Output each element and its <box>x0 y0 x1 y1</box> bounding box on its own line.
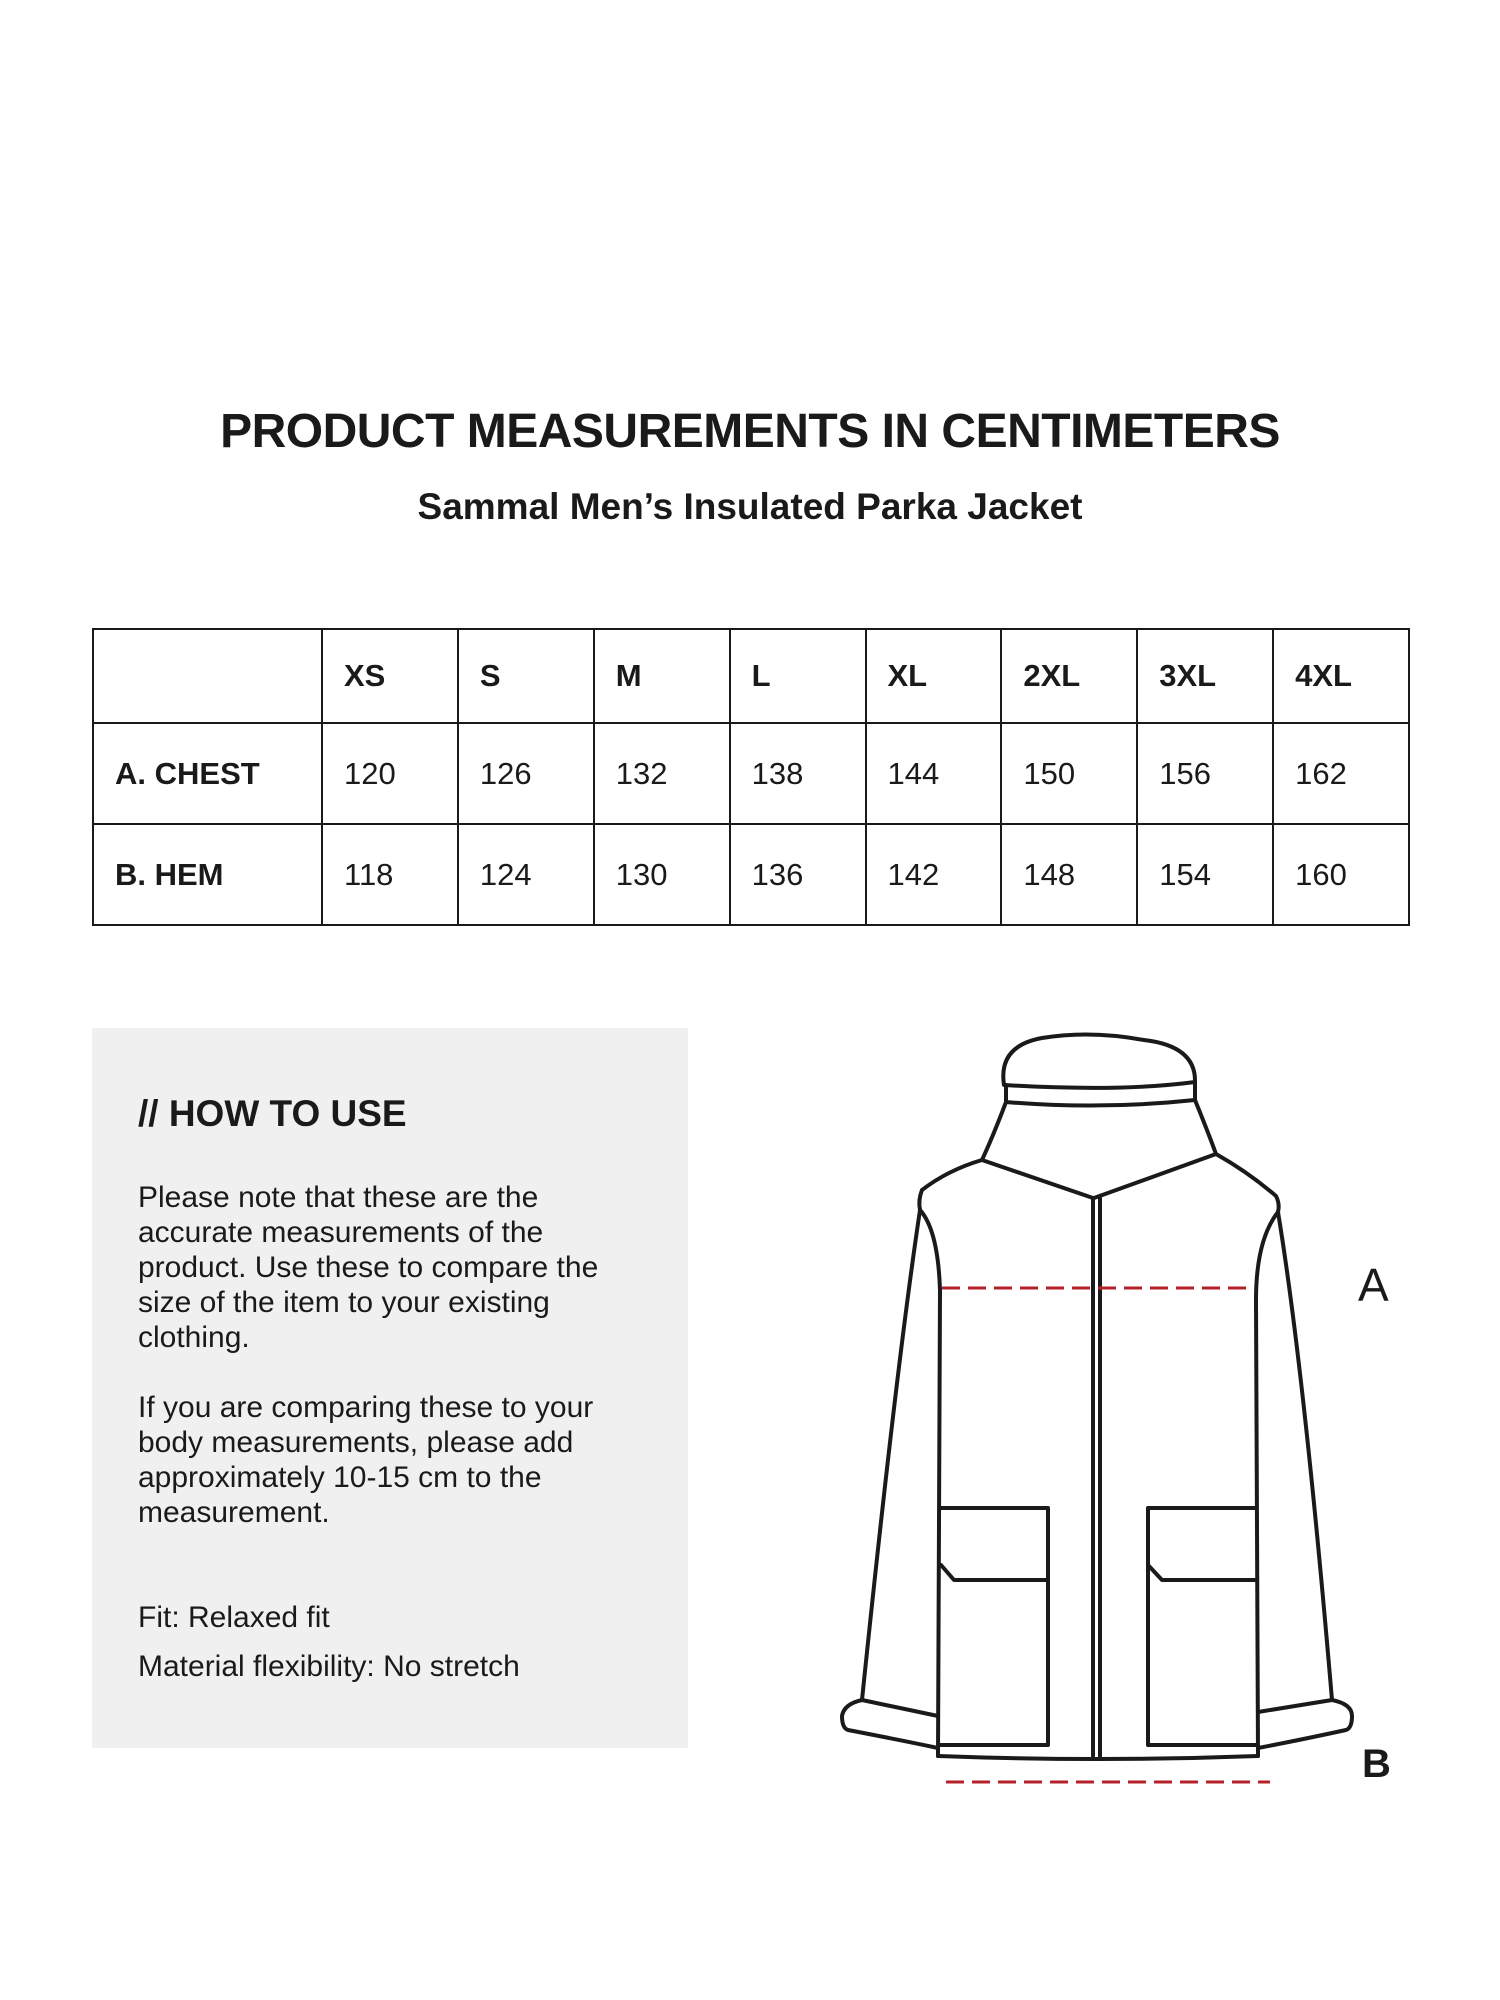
table-cell: 120 <box>322 723 458 824</box>
size-header: M <box>594 629 730 723</box>
table-cell: 118 <box>322 824 458 925</box>
hood-side-right <box>1094 1100 1216 1198</box>
table-cell: 160 <box>1273 824 1409 925</box>
table-cell: 132 <box>594 723 730 824</box>
table-cell: 156 <box>1137 723 1273 824</box>
row-label: B. HEM <box>93 824 322 925</box>
fit-info: Fit: Relaxed fit <box>138 1601 330 1635</box>
table-cell: 148 <box>1001 824 1137 925</box>
row-label: A. CHEST <box>93 723 322 824</box>
how-to-use-heading: // HOW TO USE <box>138 1093 407 1134</box>
page-title: PRODUCT MEASUREMENTS IN CENTIMETERS <box>220 405 1280 458</box>
cuff-right <box>1258 1700 1352 1748</box>
sleeve-left-inner <box>920 1210 940 1756</box>
table-cell: 154 <box>1137 824 1273 925</box>
material-flexibility-info: Material flexibility: No stretch <box>138 1650 520 1684</box>
table-row <box>93 723 1409 824</box>
hem <box>938 1756 1258 1759</box>
table-cell: 144 <box>866 723 1002 824</box>
pocket-right-flap <box>1148 1565 1256 1580</box>
table-header-row <box>93 629 1409 723</box>
table-cell: 136 <box>730 824 866 925</box>
cuff-right-band <box>1258 1700 1332 1712</box>
hood-band <box>1003 1034 1195 1087</box>
zipper <box>1093 1198 1100 1756</box>
size-header: S <box>458 629 594 723</box>
table-cell: 150 <box>1001 723 1137 824</box>
hem-label: B <box>1362 1742 1391 1786</box>
pocket-left <box>941 1508 1048 1745</box>
size-header: 2XL <box>1001 629 1137 723</box>
table-cell: 142 <box>866 824 1002 925</box>
collar-lower <box>1006 1100 1195 1106</box>
table-cell: 138 <box>730 723 866 824</box>
sleeve-right-inner <box>1256 1212 1278 1756</box>
size-table <box>92 628 1410 926</box>
pocket-left-flap <box>941 1565 1048 1580</box>
size-header: XL <box>866 629 1002 723</box>
shoulder-left <box>919 1160 982 1210</box>
sleeve-left-outer <box>862 1210 920 1700</box>
table-corner-cell <box>93 629 322 723</box>
table-cell: 124 <box>458 824 594 925</box>
how-to-use-paragraph: If you are comparing these to your body measurements, please add approximately 10-15 cm to the measurement. <box>138 1391 594 1530</box>
cuff-left-band <box>862 1700 938 1716</box>
pocket-right <box>1148 1508 1256 1745</box>
product-name: Sammal Men’s Insulated Parka Jacket <box>417 486 1083 527</box>
sleeve-right-outer <box>1278 1212 1332 1700</box>
table-cell: 162 <box>1273 723 1409 824</box>
chest-label: A <box>1358 1259 1389 1311</box>
how-to-use-panel <box>92 1028 688 1748</box>
how-to-use-paragraph: Please note that these are the accurate measurements of the product. Use these to compare the size of the item to your existing clothing. <box>138 1181 599 1355</box>
hood-side-left <box>982 1102 1093 1198</box>
table-cell: 130 <box>594 824 730 925</box>
size-header: XS <box>322 629 458 723</box>
size-header: 3XL <box>1137 629 1273 723</box>
parka-jacket-illustration <box>820 1010 1420 1810</box>
size-header: 4XL <box>1273 629 1409 723</box>
size-header: L <box>730 629 866 723</box>
table-row <box>93 824 1409 925</box>
shoulder-right <box>1216 1154 1279 1212</box>
table-cell: 126 <box>458 723 594 824</box>
